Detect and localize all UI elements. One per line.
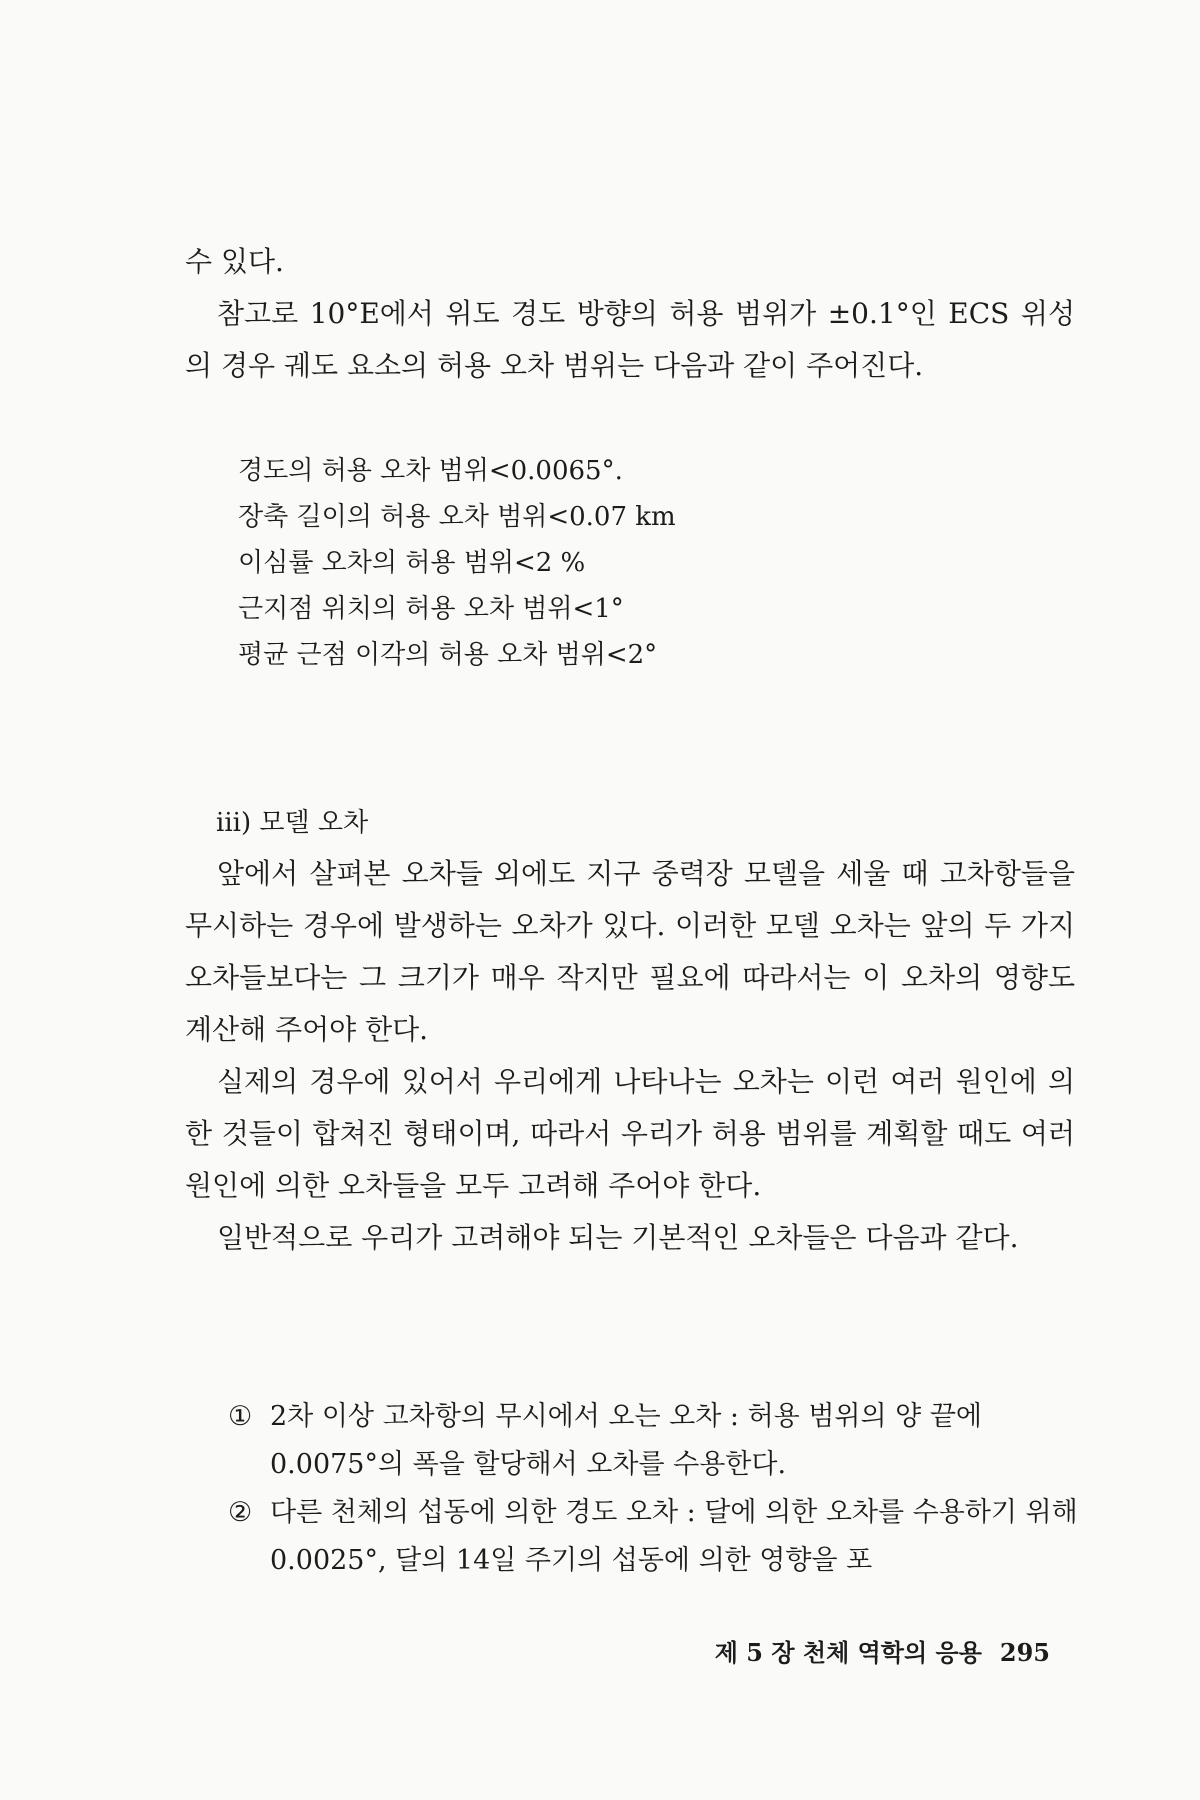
page-number: 295: [999, 1638, 1050, 1667]
chapter-title: 제 5 장 천체 역학의 응용: [714, 1638, 982, 1667]
paragraph-combined-error: 실제의 경우에 있어서 우리에게 나타나는 오차는 이런 여러 원인에 의한 것들이 합쳐진 형태이며, 따라서 우리가 허용 범위를 계획할 때도 여러 원인에 의한 오차들을 모두 고려해 주어야 한다.: [185, 1065, 1075, 1202]
enumerated-list: [228, 1393, 1078, 1585]
item-text: 2차 이상 고차항의 무시에서 오는 오차 : 허용 범위의 양 끝에 0.0075°의 폭을 할당해서 오차를 수용한다.: [270, 1401, 982, 1480]
paragraph-basic-errors: 일반적으로 우리가 고려해야 되는 기본적인 오차들은 다음과 같다.: [217, 1221, 1019, 1254]
top-text-block: [185, 236, 1075, 392]
tolerance-item: 이심률 오차의 허용 범위<2 %: [238, 548, 586, 578]
tolerance-list: [238, 448, 1078, 678]
item-marker: ②: [228, 1497, 253, 1528]
paragraph-reference-note: 참고로 10°E에서 위도 경도 방향의 허용 범위가 ±0.1°인 ECS 위성의 경우 궤도 요소의 허용 오차 범위는 다음과 같이 주어진다.: [185, 297, 1075, 382]
tolerance-item: 평균 근점 이각의 허용 오차 범위<2°: [238, 640, 658, 670]
paragraph-continuation: 수 있다.: [185, 245, 284, 278]
item-marker: ①: [228, 1401, 253, 1432]
tolerance-item: 장축 길이의 허용 오차 범위<0.07 km: [238, 502, 676, 532]
running-footer: [680, 1638, 1050, 1668]
paragraph-model-error: 앞에서 살펴본 오차들 외에도 지구 중력장 모델을 세울 때 고차항들을 무시하는 경우에 발생하는 오차가 있다. 이러한 모델 오차는 앞의 두 가지 오차들보다는 그 크기가 매우 작지만 필요에 따라서는 이 오차의 영향도 계산해 주어야 한다.: [185, 857, 1075, 1046]
middle-text-block: [185, 848, 1075, 1264]
tolerance-item: 근지점 위치의 허용 오차 범위<1°: [238, 594, 624, 624]
enumerated-item: [228, 1393, 1078, 1489]
section-heading: iii) 모델 오차: [216, 808, 369, 838]
item-text: 다른 천체의 섭동에 의한 경도 오차 : 달에 의한 오차를 수용하기 위해 0.0025°, 달의 14일 주기의 섭동에 의한 영향을 포: [270, 1497, 1078, 1576]
enumerated-item: [228, 1489, 1078, 1585]
tolerance-item: 경도의 허용 오차 범위<0.0065°.: [238, 456, 623, 486]
